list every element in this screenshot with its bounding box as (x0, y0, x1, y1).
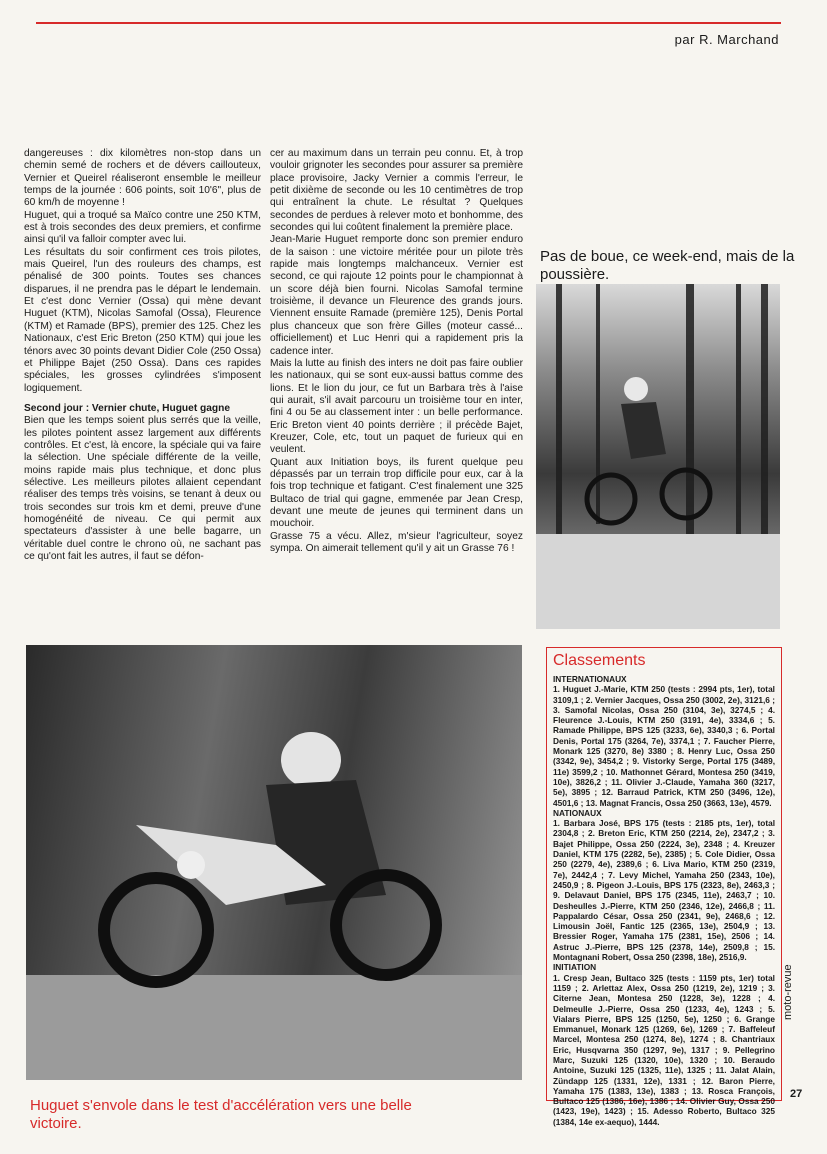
paragraph: Bien que les temps soient plus serrés que la veille, les pilotes pointent assez largement aux différents contrôles. Et c'est, là encore, la spéciale qui va faire la sélection. Une spéciale différente de la veille, moins rapide mais plus technique, et donc plus sélective. Les meilleurs pilotes allaient cependant réaliser des temps très voisins, se tenant à deux ou trois secondes sur trois km et demi, preuve d'une homogénéité de niveau. Ce qui permit aux spectateurs d'assister à une belle bagarre, un véritable duel contre le chrono où, ne sachant pas ce qu'ont fait les autres, il faut se défon- (24, 415, 261, 562)
byline: par R. Marchand (674, 32, 779, 47)
classements-box (546, 647, 782, 1127)
paragraph: Jean-Marie Huguet remporte donc son premier enduro de la saison : une victoire méritée pour un pilote très rapide mais longtemps malchanceux. Vernier est second, ce qui rajoute 12 points pour le championnat à un score déjà bien fourni. Nicolas Samofal termine troisième, il devance un Fleurence des grands jours. Viennent ensuite Ramade (première 125), Denis Portal plus chanceux que son frère Gilles (moteur cassé... officiellement) et Luc Henri qui a rapidement pris la cadence inter. (270, 234, 523, 357)
classements-title: Classements (553, 652, 646, 669)
article-column-2 (270, 148, 523, 555)
rider-forest-image (536, 284, 780, 629)
paragraph: Les résultats du soir confirment ces trois pilotes, mais Queirel, l'un des rouleurs des champs, est pénalisé de 300 points. Toutes ses chances disparues, il ne prendra pas le départ le lendemain. Et c'est donc Vernier (Ossa) qui mène devant Huguet (KTM), Nicolas Samofal (Ossa), Fleurence (KTM) et Ramade (BPS), premier des 125. Chez les Nationaux, c'est Eric Breton (250 KTM) qui joue les ténors avec 30 points devant Didier Cole (250 Ossa) et Philippe Bajet (250 Ossa). Dans ces rapides spéciales, les grosses cylindrées s'imposent logiquement. (24, 246, 261, 394)
page-number: 27 (790, 1088, 803, 1100)
photo-caption-bottom: Huguet s'envole dans le test d'accélération vers une belle victoire. (30, 1097, 412, 1132)
magazine-name: moto-revue (782, 964, 794, 1020)
paragraph: Quant aux Initiation boys, ils furent quelque peu dépassés par un terrain trop difficile pour eux, car à la fois trop technique et fatigant. C'est finalement une 325 Bultaco de trial qui gagne, emmenée par Jean Cresp, devant une meute de jeunes qui terminent dans un mouchoir. (270, 456, 523, 530)
paragraph: dangereuses : dix kilomètres non-stop dans un chemin semé de rochers et de dévers caillouteux, Vernier et Queirel réaliseront ensemble le meilleur temps de la journée : 606 points, soit 10'6", plus de 60 km/h de moyenne ! (24, 148, 261, 209)
classements-body (553, 674, 775, 1127)
section-subhead: Second jour : Vernier chute, Huguet gagne (24, 402, 231, 414)
category-heading: INITIATION (553, 962, 597, 973)
article-column-1 (24, 148, 261, 563)
category-heading: NATIONAUX (553, 807, 602, 818)
header-rule (36, 22, 781, 24)
results-list: 1. Huguet J.-Marie, KTM 250 (tests : 2994 pts, 1er), total 3109,1 ; 2. Vernier Jacques, Ossa 250 (3002, 2e), 3121,6 ; 3. Samofal Nicolas, Ossa 250 (3104, 3e), 3274,5 ; 4. Fleurence J.-Louis, KTM 250 (3191, 4e), 3334,6 ; 5. Ramade Philippe, BPS 125 (3233, 6e), 3340,3 ; 6. Portal Denis, Portal 175 (3264, 7e), 3374,1 ; 7. Faucher Pierre, Monark 125 (3270, 8e) 3380 ; 8. Henry Luc, Ossa 250 (3342, 9e), 3454,2 ; 9. Vistorky Serge, Portal 175 (3489, 11e) 3599,2 ; 10. Mathonnet Gérard, Montesa 250 (3419, 10e), 3826,2 ; 11. Olivier J.-Claude, Yamaha 360 (3217, 5e), 3895 ; 12. Barraud Patrick, KTM 250 (3496, 12e), 4501,6 ; 13. Magnat Francis, Ossa 250 (3663, 13e), 4579. (553, 684, 775, 808)
photo-rider-forest (536, 284, 780, 629)
category-heading: INTERNATIONAUX (553, 674, 627, 684)
paragraph: Mais la lutte au finish des inters ne doit pas faire oublier les nationaux, qui se sont eux-aussi battus comme des lions. Et le lion du jour, ce fut un Barbara très à l'aise qui aurait, s'il avait parcouru un troisième tour en inter, fini 4 ou 5e au classement inter : un belle performance. Eric Breton vient 40 points derrière ; il précède Bajet, Kreuzer, Cole, etc, tout un paquet de furieux qui en veulent. (270, 357, 523, 456)
photo-caption-top: Pas de boue, ce week-end, mais de la poussière. (540, 248, 795, 283)
results-list: 1. Barbara José, BPS 175 (tests : 2185 pts, 1er), total 2304,8 ; 2. Breton Eric, KTM 250 (2214, 2e), 2347,2 ; 3. Bajet Philippe, Ossa 250 (2224, 3e), 2348 ; 4. Kreuzer Daniel, KTM 175 (2282, 5e), 2385) ; 5. Cole Didier, Ossa 250 (2279, 4e), 2389,6 ; 6. Liva Mario, KTM 250 (2319, 7e), 2442,4 ; 7. Levy Michel, Yamaha 250 (2343, 10e), 2450,9 ; 8. Pigeon J.-Louis, BPS 175 (2323, 8e), 2463,3 ; 9. Delavaut Daniel, BPS 175 (2345, 11e), 2463,7 ; 10. Desheulles J.-Pierre, KTM 250 (2346, 12e), 2466,8 ; 11. Pappalardo César, Ossa 250 (2341, 9e), 2468,6 ; 12. Limousin Joël, Fantic 125 (2365, 13e), 2504,9 ; 13. Bressier Roger, Yamaha 175 (2381, 15e), 2506 ; 14. Astruc J.-Pierre, BPS 125 (2378, 14e), 2509,8 ; 15. Montagnani Robert, Ossa 250 (2398, 18e), 2516,9. (553, 818, 775, 963)
paragraph: Grasse 75 a vécu. Allez, m'sieur l'agriculteur, soyez sympa. On aimerait tellement qu'il y ait un Grasse 76 ! (270, 530, 523, 554)
paragraph: cer au maximum dans un terrain peu connu. Et, à trop vouloir grignoter les secondes pour assurer sa première place provisoire, Jacky Vernier a commis l'erreur, le petit dixième de seconde ou les 10 centimètres de trop qui entraînent la chute. Le résultat ? Quelques secondes de perdues à relever moto et bonhomme, des secondes qui lui coûtent finalement la première place. (270, 148, 523, 234)
results-list: 1. Cresp Jean, Bultaco 325 (tests : 1159 pts, 1er) total 1159 ; 2. Arlettaz Alex, Ossa 250 (1219, 2e), 1219 ; 3. Citerne Jean, Montesa 250 (1228, 3e), 1228 ; 4. Delmeulle J.-Pierre, Ossa 250 (1233, 4e), 1243 ; 5. Vialars Pierre, BPS 125 (1250, 5e), 1250 ; 6. Grange Emmanuel, Monark 125 (1269, 6e), 1269 ; 7. Baffeleuf Marcel, Montesa 250 (1274, 8e), 1274 ; 8. Chantriaux Eric, Husqvarna 350 (1297, 9e), 1317 ; 9. Pellegrino Marc, Suzuki 125 (1320, 10e), 1320 ; 10. Beraudo Antoine, Suzuki 125 (1325, 11e), 1325 ; 11. Jalat Alain, Zündapp 125 (1331, 12e), 1331 ; 12. Baron Pierre, Yamaha 175 (1383, 13e), 1383 ; 13. Rosca François, Bultaco 125 (1386, 16e), 1386 ; 14. Olivier Guy, Ossa 250 (1423, 19e), 1423) ; 15. Adesso Roberto, Bultaco 325 (1384, 14e ex-aequo), 1444. (553, 972, 775, 1127)
paragraph: Huguet, qui a troqué sa Maïco contre une 250 KTM, est à trois secondes des deux premiers, et confirme ainsi qu'il va falloir compter avec lui. (24, 209, 261, 246)
rider-acceleration-image (26, 645, 522, 1080)
photo-rider-acceleration (26, 645, 522, 1080)
